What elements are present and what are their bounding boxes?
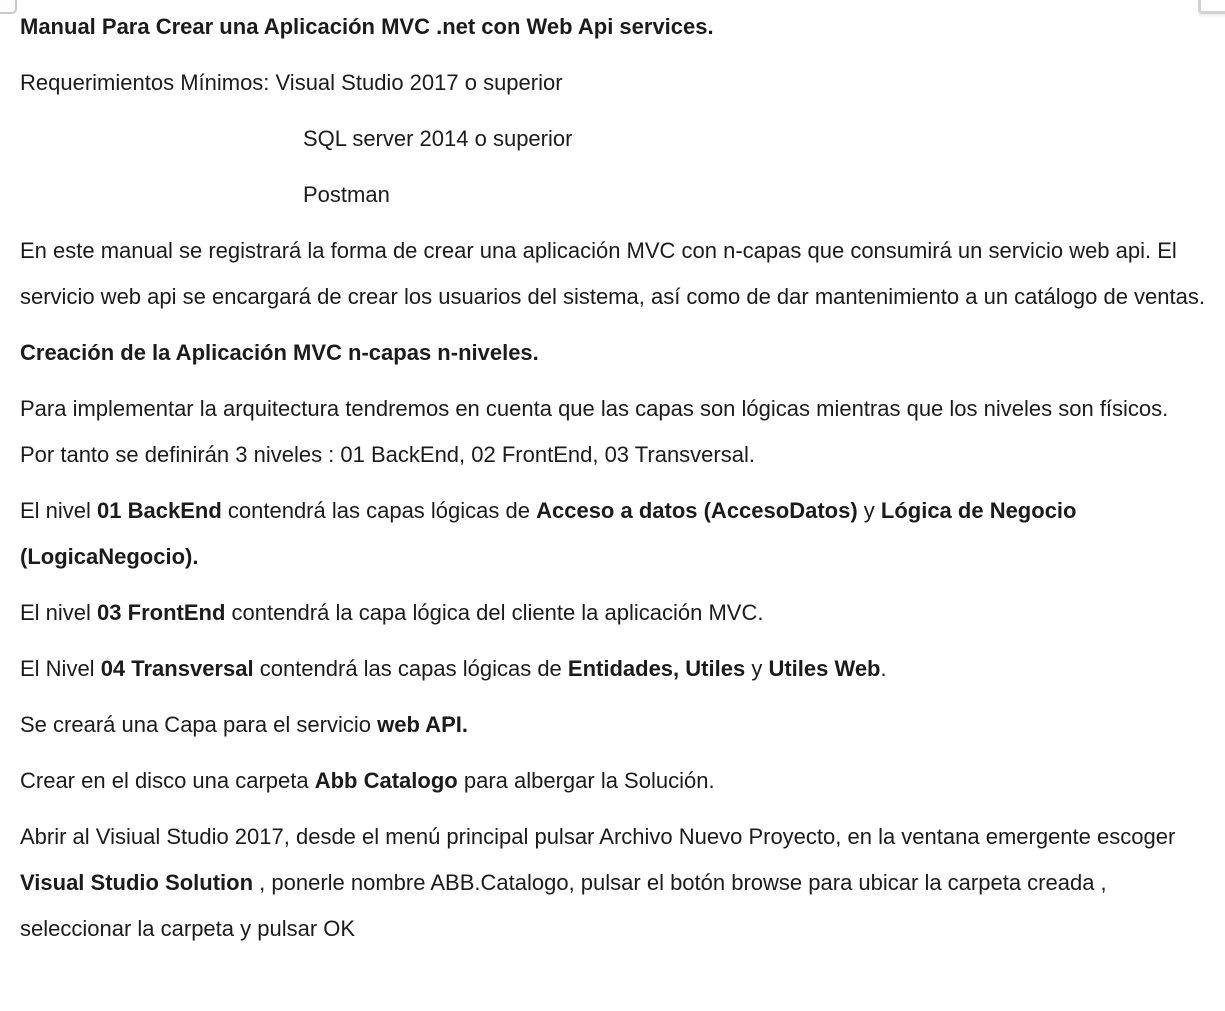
text-run: Requerimientos Mínimos: Visual Studio 2017 o superior: [20, 70, 563, 95]
page-boundary-corner-top-left-icon: [0, 0, 17, 14]
text-run: para albergar la Solución.: [457, 768, 715, 793]
text-run: contendrá la capa lógica del cliente la aplicación MVC.: [225, 600, 764, 625]
text-run: El nivel: [20, 498, 98, 523]
text-run: contendrá las capas lógicas de: [221, 498, 537, 523]
bold-text-run: 01 BackEnd: [97, 498, 222, 523]
requirements-paragraph: [20, 60, 1205, 106]
text-run: El nivel: [20, 600, 98, 625]
bold-text-run: 04 Transversal: [100, 656, 254, 681]
text-run: y: [857, 498, 881, 523]
backend-level-paragraph: [20, 488, 1205, 580]
bold-text-run: Manual Para Crear una Aplicación MVC .net con Web Api services.: [20, 14, 714, 39]
webapi-capa-paragraph: [20, 702, 1205, 748]
bold-text-run: Utiles Web: [768, 656, 881, 681]
requirement-sql-line: [20, 116, 1205, 162]
bold-text-run: Lógica de Negocio (LogicaNegocio): [20, 498, 1077, 569]
transversal-level-paragraph: [20, 646, 1205, 692]
bold-text-run: Creación de la Aplicación MVC n-capas n-niveles.: [20, 340, 539, 365]
text-run: contendrá las capas lógicas de: [253, 656, 568, 681]
title-paragraph: [20, 4, 1205, 50]
bold-text-run: Utiles: [685, 656, 746, 681]
text-run: SQL server 2014 o superior: [303, 126, 573, 151]
create-folder-paragraph: [20, 758, 1205, 804]
text-run: Postman: [303, 182, 390, 207]
intro-paragraph: [20, 228, 1205, 320]
section-heading: [20, 330, 1205, 376]
requirement-postman-line: [20, 172, 1205, 218]
text-run: Se creará una Capa para el servicio: [20, 712, 378, 737]
text-run: El Nivel: [20, 656, 101, 681]
bold-text-run: Acceso a datos (AccesoDatos): [536, 498, 858, 523]
text-run: Abrir al Visiual Studio 2017, desde el menú principal pulsar Archivo Nuevo Proyecto, en la ventana emergente escoger: [20, 824, 1176, 849]
text-run: En este manual se registrará la forma de crear una aplicación MVC con n-capas que consumirá un servicio web api. El servicio web api se encargará de crear los usuarios del sistema, así como de dar mantenimiento a un catálogo de ventas.: [20, 238, 1205, 309]
bold-text-run: Entidades,: [567, 656, 680, 681]
bold-text-run: .: [192, 544, 199, 569]
bold-text-run: web API: [377, 712, 462, 737]
text-run: Crear en el disco una carpeta: [20, 768, 315, 793]
text-run: .: [880, 656, 887, 681]
page-boundary-corner-top-right-icon: [1198, 0, 1225, 14]
bold-text-run: 03 FrontEnd: [97, 600, 226, 625]
open-vs-paragraph: [20, 814, 1205, 952]
text-run: , ponerle nombre ABB.Catalogo, pulsar el botón browse para ubicar la carpeta creada , seleccionar la carpeta y pulsar OK: [20, 870, 1107, 941]
architecture-paragraph: [20, 386, 1205, 478]
frontend-level-paragraph: [20, 590, 1205, 636]
bold-text-run: Abb Catalogo: [314, 768, 458, 793]
bold-text-run: Visual Studio Solution: [20, 870, 254, 895]
bold-text-run: .: [461, 712, 468, 737]
text-run: y: [745, 656, 769, 681]
text-run: Para implementar la arquitectura tendremos en cuenta que las capas son lógicas mientras que los niveles son físicos. Por tanto se definirán 3 niveles : 01 BackEnd, 02 FrontEnd, 03 Transversal.: [20, 396, 1169, 467]
